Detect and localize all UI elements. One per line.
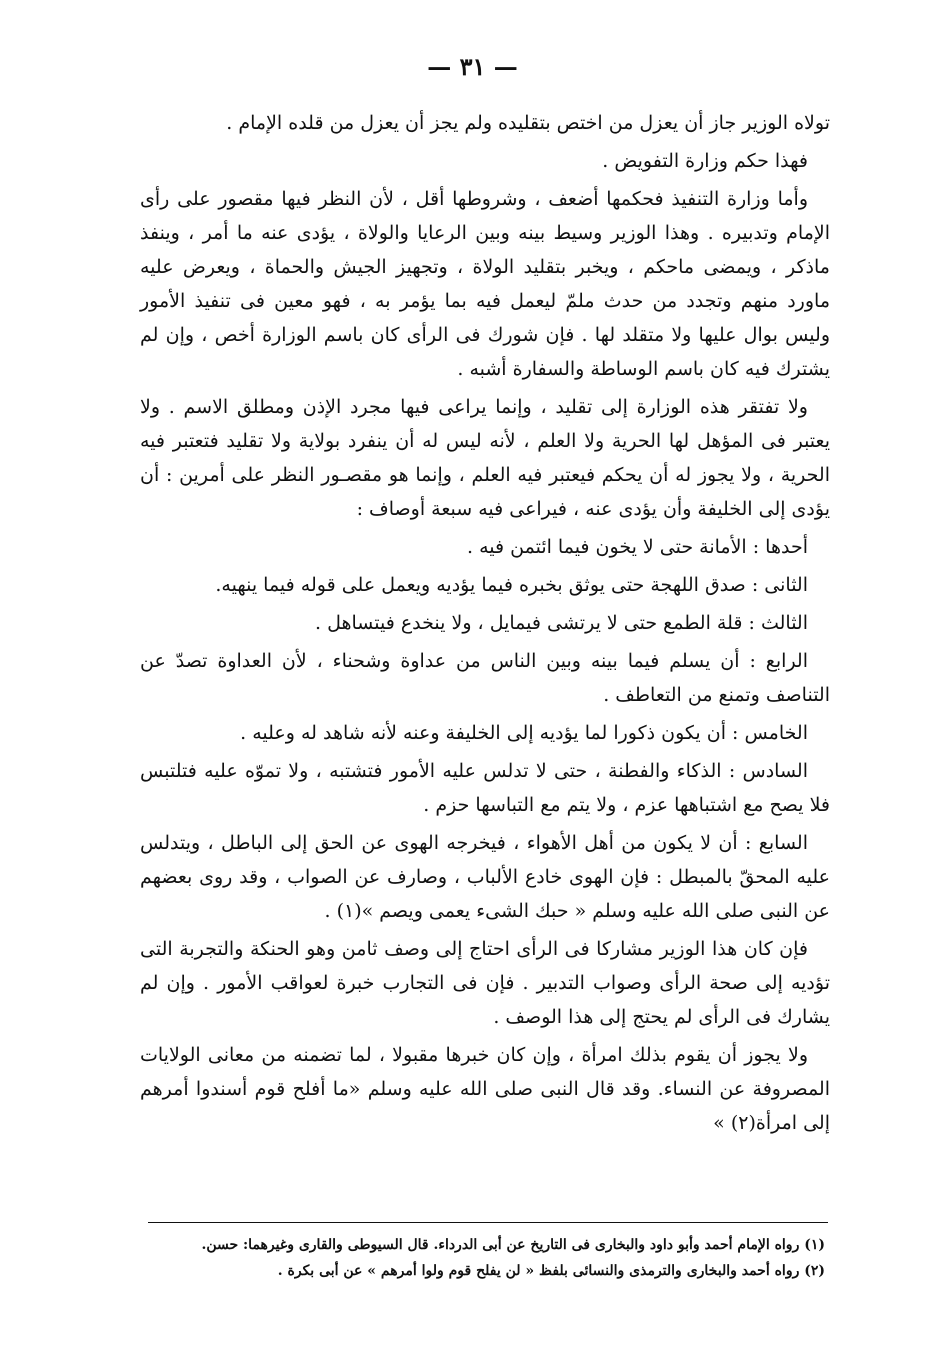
paragraph-continuation: تولاه الوزير جاز أن يعزل من اختص بتقليده ولم يجز أن يعزل من قلده الإمام .: [226, 112, 830, 134]
paragraph-quality-4: الرابع : أن يسلم فيما بينه وبين الناس من عداوة وشحناء ، لأن العداوة تصدّ عن التناصف وتمنع من التعاطف .: [140, 650, 830, 706]
main-text: [140, 106, 830, 1144]
paragraph-quality-5: الخامس : أن يكون ذكورا لما يؤديه إلى الخليفة وعنه لأنه شاهد له وعليه .: [240, 722, 808, 744]
footnotes: [150, 1232, 825, 1284]
paragraph-quality-7: السابع : أن لا يكون من أهل الأهواء ، فيخرجه الهوى عن الحق إلى الباطل ، ويتدلس عليه المحقّ بالمبطل : فإن الهوى خادع الألباب ، وصارف عن الصواب ، وقد روى بعضهم عن النبى صلى الله عليه وسلم « حبك الشىء يعمى ويصم »(١) .: [140, 832, 830, 922]
paragraph-requirements: ولا تفتقر هذه الوزارة إلى تقليد ، وإنما يراعى فيها مجرد الإذن ومطلق الاسم . ولا يعتبر فى المؤهل لها الحرية ولا العلم ، لأنه ليس له أن ينفرد بولاية ولا تقليد فتعتبر فيه الحرية ، ولا يجوز له أن يحكم فيعتبر فيه العلم ، وإنما هو مقصـور النظر على أمرين : أن يؤدى إلى الخليفة وأن يؤدى عنه ، فيراعى فيه سبعة أوصاف :: [140, 396, 830, 520]
paragraph-quality-3: الثالث : قلة الطمع حتى لا يرتشى فيمايل ، ولا ينخدع فيتساهل .: [315, 612, 808, 634]
footnote-2: (٢) رواه أحمد والبخارى والترمذى والنسائى بلفظ « لن يفلح قوم ولوا أمرهم » عن أبى بكرة .: [277, 1263, 825, 1279]
paragraph-quality-6: السادس : الذكاء والفطنة ، حتى لا تدلس عليه الأمور فتشتبه ، ولا تموّه عليه فتلتبس فلا يصح مع اشتباهها عزم ، ولا يتم مع التباسها حزم .: [140, 760, 830, 816]
paragraph-quality-1: أحدها : الأمانة حتى لا يخون فيما ائتمن فيه .: [467, 536, 808, 558]
paragraph-quality-2: الثانى : صدق اللهجة حتى يوثق بخبره فيما يؤديه ويعمل على قوله فيما ينهيه.: [215, 574, 808, 596]
paragraph-tafwid-ruling: فهذا حكم وزارة التفويض .: [602, 150, 808, 172]
paragraph-women: ولا يجوز أن يقوم بذلك امرأة ، وإن كان خبرها مقبولا ، لما تضمنه من معانى الولايات المصروفة عن النساء. وقد قال النبى صلى الله عليه وسلم «ما أفلح قوم أسندوا أمرهم إلى امرأة(٢) »: [140, 1044, 830, 1134]
page-number: — ٣١ —: [427, 52, 518, 81]
paragraph-tanfidh-ministry: وأما وزارة التنفيذ فحكمها أضعف ، وشروطها أقل ، لأن النظر فيها مقصور على رأى الإمام وتدبيره . وهذا الوزير وسيط بينه وبين الرعايا والولاة ، يؤدى عنه ما أمر ، وينفذ ماذكر ، ويمضى ماحكم ، ويخبر بتقليد الولاة ، وتجهيز الجيش والحماة ، ويعرض عليه ماورد منهم وتجدد من حدث ملمّ ليعمل فيه بما يؤمر به ، فهو معين فى تنفيذ الأمور وليس بوال عليها ولا متقلد لها . فإن شورك فى الرأى كان باسم الوزارة أخص ، وإن لم يشترك فيه كان باسم الوساطة والسفارة أشبه .: [140, 188, 830, 380]
paragraph-quality-8: فإن كان هذا الوزير مشاركا فى الرأى احتاج إلى وصف ثامن وهو الحنكة والتجربة التى تؤديه إلى صحة الرأى وصواب التدبير . فإن فى التجارب خبرة لعواقب الأمور . وإن لم يشارك فى الرأى لم يحتج إلى هذا الوصف .: [140, 938, 830, 1028]
footnote-1: (١) رواه الإمام أحمد وأبو داود والبخارى فى التاريخ عن أبى الدرداء. قال السيوطى والقارى وغيرهما: حسن.: [201, 1237, 825, 1253]
footnote-divider: [148, 1222, 828, 1223]
